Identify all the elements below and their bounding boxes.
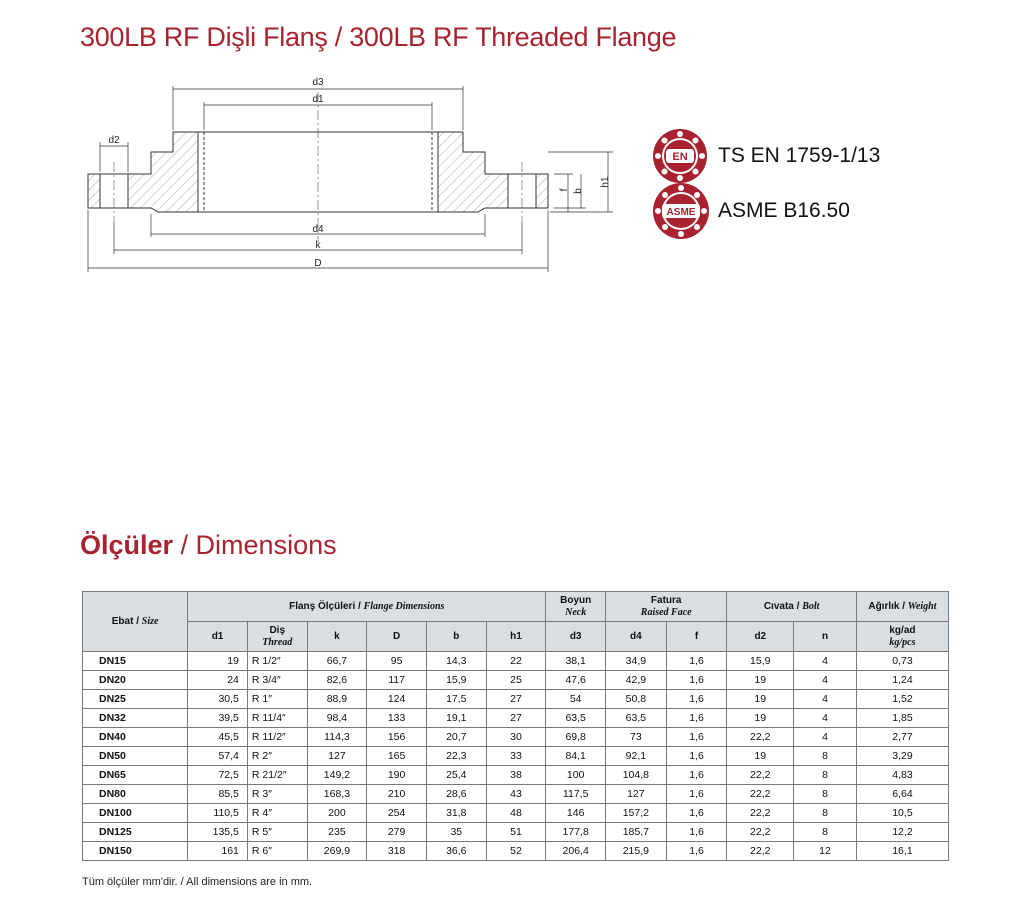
table-cell: 3,29 <box>856 747 948 766</box>
flange-drawing <box>78 72 618 282</box>
table-cell: 1,6 <box>666 785 727 804</box>
table-cell: R 3″ <box>247 785 307 804</box>
table-cell: 73 <box>606 728 667 747</box>
table-cell: 69,8 <box>546 728 606 747</box>
label-h1: h1 <box>600 176 611 188</box>
header-d4: d4 <box>606 622 667 652</box>
table-cell: 8 <box>794 785 857 804</box>
table-cell: 133 <box>367 709 427 728</box>
table-cell: 92,1 <box>606 747 667 766</box>
table-row <box>83 842 949 861</box>
table-cell: DN20 <box>83 671 188 690</box>
label-b: b <box>573 188 584 194</box>
table-cell: 1,6 <box>666 652 727 671</box>
header-bolt: Cıvata / Bolt <box>727 592 856 622</box>
table-cell: DN25 <box>83 690 188 709</box>
table-cell: R 21/2″ <box>247 766 307 785</box>
section-title <box>80 530 337 561</box>
table-cell: R 1/2″ <box>247 652 307 671</box>
label-d3: d3 <box>312 77 324 88</box>
label-d4: d4 <box>312 224 324 235</box>
table-cell: 127 <box>307 747 367 766</box>
table-cell: 4,83 <box>856 766 948 785</box>
table-cell: 235 <box>307 823 367 842</box>
table-cell: 19,1 <box>426 709 486 728</box>
en-badge-icon <box>652 128 708 184</box>
table-cell: 1,6 <box>666 690 727 709</box>
table-cell: R 3/4″ <box>247 671 307 690</box>
table-cell: 6,64 <box>856 785 948 804</box>
table-cell: 165 <box>367 747 427 766</box>
table-cell: 177,8 <box>546 823 606 842</box>
table-cell: R 1″ <box>247 690 307 709</box>
table-cell: DN15 <box>83 652 188 671</box>
table-cell: 22,2 <box>727 842 794 861</box>
table-cell: 25 <box>486 671 546 690</box>
table-cell: 19 <box>727 690 794 709</box>
table-cell: 117 <box>367 671 427 690</box>
table-cell: 30 <box>486 728 546 747</box>
table-cell: 215,9 <box>606 842 667 861</box>
table-cell: 4 <box>794 690 857 709</box>
table-cell: 4 <box>794 709 857 728</box>
table-cell: 14,3 <box>426 652 486 671</box>
standard-asme-label: ASME B16.50 <box>718 199 850 222</box>
table-cell: 8 <box>794 747 857 766</box>
table-cell: 12 <box>794 842 857 861</box>
section-title-rest: / Dimensions <box>173 530 337 560</box>
table-cell: 1,52 <box>856 690 948 709</box>
table-cell: 27 <box>486 690 546 709</box>
header-n: n <box>794 622 857 652</box>
label-d2: d2 <box>108 135 120 146</box>
standard-en <box>652 128 932 184</box>
label-f: f <box>559 188 570 192</box>
table-cell: R 11/4″ <box>247 709 307 728</box>
table-cell: 42,9 <box>606 671 667 690</box>
table-cell: 45,5 <box>188 728 248 747</box>
table-cell: 19 <box>727 671 794 690</box>
table-cell: 1,85 <box>856 709 948 728</box>
table-cell: 254 <box>367 804 427 823</box>
table-row <box>83 652 949 671</box>
table-cell: 28,6 <box>426 785 486 804</box>
table-cell: 1,6 <box>666 842 727 861</box>
table-cell: 318 <box>367 842 427 861</box>
header-neck: Boyun Neck <box>546 592 606 622</box>
table-cell: 1,6 <box>666 747 727 766</box>
table-cell: 22,2 <box>727 766 794 785</box>
header-d2: d2 <box>727 622 794 652</box>
table-cell: DN40 <box>83 728 188 747</box>
table-cell: R 2″ <box>247 747 307 766</box>
table-cell: 33 <box>486 747 546 766</box>
standard-asme <box>652 182 932 242</box>
table-cell: 1,6 <box>666 709 727 728</box>
table-cell: 2,77 <box>856 728 948 747</box>
table-cell: 22,2 <box>727 728 794 747</box>
label-k: k <box>315 240 321 251</box>
header-thread: Diş Thread <box>247 622 307 652</box>
table-cell: 47,6 <box>546 671 606 690</box>
table-cell: 1,6 <box>666 804 727 823</box>
table-cell: DN100 <box>83 804 188 823</box>
page-title: 300LB RF Dişli Flanş / 300LB RF Threaded Flange <box>80 22 677 52</box>
table-cell: 98,4 <box>307 709 367 728</box>
table-cell: 1,6 <box>666 766 727 785</box>
svg-text:ASME: ASME <box>666 207 696 218</box>
table-cell: 63,5 <box>606 709 667 728</box>
footnote: Tüm ölçüler mm'dir. / All dimensions are in mm. <box>82 876 313 888</box>
table-cell: 88,9 <box>307 690 367 709</box>
table-cell: 31,8 <box>426 804 486 823</box>
table-cell: 127 <box>606 785 667 804</box>
label-D: D <box>314 258 322 269</box>
table-cell: 1,6 <box>666 728 727 747</box>
table-cell: 95 <box>367 652 427 671</box>
table-cell: 124 <box>367 690 427 709</box>
table-cell: 22,2 <box>727 823 794 842</box>
table-cell: 1,6 <box>666 823 727 842</box>
table-cell: 38,1 <box>546 652 606 671</box>
table-cell: 24 <box>188 671 248 690</box>
header-flange-dimensions: Flanş Ölçüleri / Flange Dimensions <box>188 592 546 622</box>
table-cell: 38 <box>486 766 546 785</box>
table-cell: 206,4 <box>546 842 606 861</box>
table-cell: 149,2 <box>307 766 367 785</box>
table-cell: 48 <box>486 804 546 823</box>
header-d1: d1 <box>188 622 248 652</box>
dimensions-table <box>82 591 949 861</box>
table-row <box>83 709 949 728</box>
table-cell: 12,2 <box>856 823 948 842</box>
header-weight: Ağırlık / Weight <box>856 592 948 622</box>
table-cell: 114,3 <box>307 728 367 747</box>
table-cell: R 11/2″ <box>247 728 307 747</box>
table-cell: 210 <box>367 785 427 804</box>
table-cell: 1,24 <box>856 671 948 690</box>
header-f: f <box>666 622 727 652</box>
table-cell: 63,5 <box>546 709 606 728</box>
section-title-bold: Ölçüler <box>80 530 174 560</box>
table-cell: 57,4 <box>188 747 248 766</box>
header-h1: h1 <box>486 622 546 652</box>
table-cell: 4 <box>794 671 857 690</box>
svg-text:EN: EN <box>672 151 688 163</box>
table-cell: 19 <box>727 709 794 728</box>
table-body <box>83 652 949 861</box>
table-cell: 82,6 <box>307 671 367 690</box>
table-cell: 104,8 <box>606 766 667 785</box>
table-row <box>83 766 949 785</box>
table-cell: 100 <box>546 766 606 785</box>
table-cell: 17,5 <box>426 690 486 709</box>
table-cell: DN125 <box>83 823 188 842</box>
header-size: Ebat / Size <box>83 592 188 652</box>
header-b: b <box>426 622 486 652</box>
table-row <box>83 747 949 766</box>
table-cell: R 5″ <box>247 823 307 842</box>
table-cell: 135,5 <box>188 823 248 842</box>
table-cell: 50,8 <box>606 690 667 709</box>
table-cell: 269,9 <box>307 842 367 861</box>
table-cell: DN32 <box>83 709 188 728</box>
table-cell: 30,5 <box>188 690 248 709</box>
header-d3: d3 <box>546 622 606 652</box>
table-cell: 52 <box>486 842 546 861</box>
header-k: k <box>307 622 367 652</box>
table-cell: 35 <box>426 823 486 842</box>
table-cell: 72,5 <box>188 766 248 785</box>
table-cell: 85,5 <box>188 785 248 804</box>
table-cell: DN65 <box>83 766 188 785</box>
table-cell: 156 <box>367 728 427 747</box>
table-cell: 51 <box>486 823 546 842</box>
table-cell: 185,7 <box>606 823 667 842</box>
table-cell: DN80 <box>83 785 188 804</box>
asme-badge-icon <box>652 182 710 240</box>
table-cell: 22,3 <box>426 747 486 766</box>
table-cell: 36,6 <box>426 842 486 861</box>
table-cell: DN50 <box>83 747 188 766</box>
table-cell: R 6″ <box>247 842 307 861</box>
table-cell: 146 <box>546 804 606 823</box>
table-cell: 10,5 <box>856 804 948 823</box>
header-raised-face: Fatura Raised Face <box>606 592 727 622</box>
table-cell: 279 <box>367 823 427 842</box>
table-cell: 1,6 <box>666 671 727 690</box>
table-row <box>83 804 949 823</box>
table-row <box>83 823 949 842</box>
table-cell: 4 <box>794 728 857 747</box>
table-row <box>83 785 949 804</box>
table-cell: 16,1 <box>856 842 948 861</box>
standard-en-label: TS EN 1759-1/13 <box>718 144 881 167</box>
table-cell: 117,5 <box>546 785 606 804</box>
table-cell: 39,5 <box>188 709 248 728</box>
table-cell: 19 <box>188 652 248 671</box>
table-cell: 54 <box>546 690 606 709</box>
table-cell: 157,2 <box>606 804 667 823</box>
table-cell: 15,9 <box>727 652 794 671</box>
table-cell: 15,9 <box>426 671 486 690</box>
header-kg: kg/ad kg/pcs <box>856 622 948 652</box>
table-cell: 27 <box>486 709 546 728</box>
table-cell: 22 <box>486 652 546 671</box>
table-cell: R 4″ <box>247 804 307 823</box>
header-D: D <box>367 622 427 652</box>
table-cell: 4 <box>794 652 857 671</box>
table-cell: 161 <box>188 842 248 861</box>
table-cell: 110,5 <box>188 804 248 823</box>
table-cell: 0,73 <box>856 652 948 671</box>
table-cell: 168,3 <box>307 785 367 804</box>
table-row <box>83 690 949 709</box>
table-cell: 25,4 <box>426 766 486 785</box>
table-cell: 43 <box>486 785 546 804</box>
table-cell: 84,1 <box>546 747 606 766</box>
table-row <box>83 671 949 690</box>
table-cell: 20,7 <box>426 728 486 747</box>
table-cell: 8 <box>794 766 857 785</box>
table-cell: 19 <box>727 747 794 766</box>
table-cell: 8 <box>794 804 857 823</box>
table-cell: 200 <box>307 804 367 823</box>
table-cell: DN150 <box>83 842 188 861</box>
table-cell: 22,2 <box>727 785 794 804</box>
table-cell: 22,2 <box>727 804 794 823</box>
table-cell: 34,9 <box>606 652 667 671</box>
table-cell: 8 <box>794 823 857 842</box>
table-cell: 66,7 <box>307 652 367 671</box>
table-row <box>83 728 949 747</box>
label-d1: d1 <box>312 94 324 105</box>
table-cell: 190 <box>367 766 427 785</box>
